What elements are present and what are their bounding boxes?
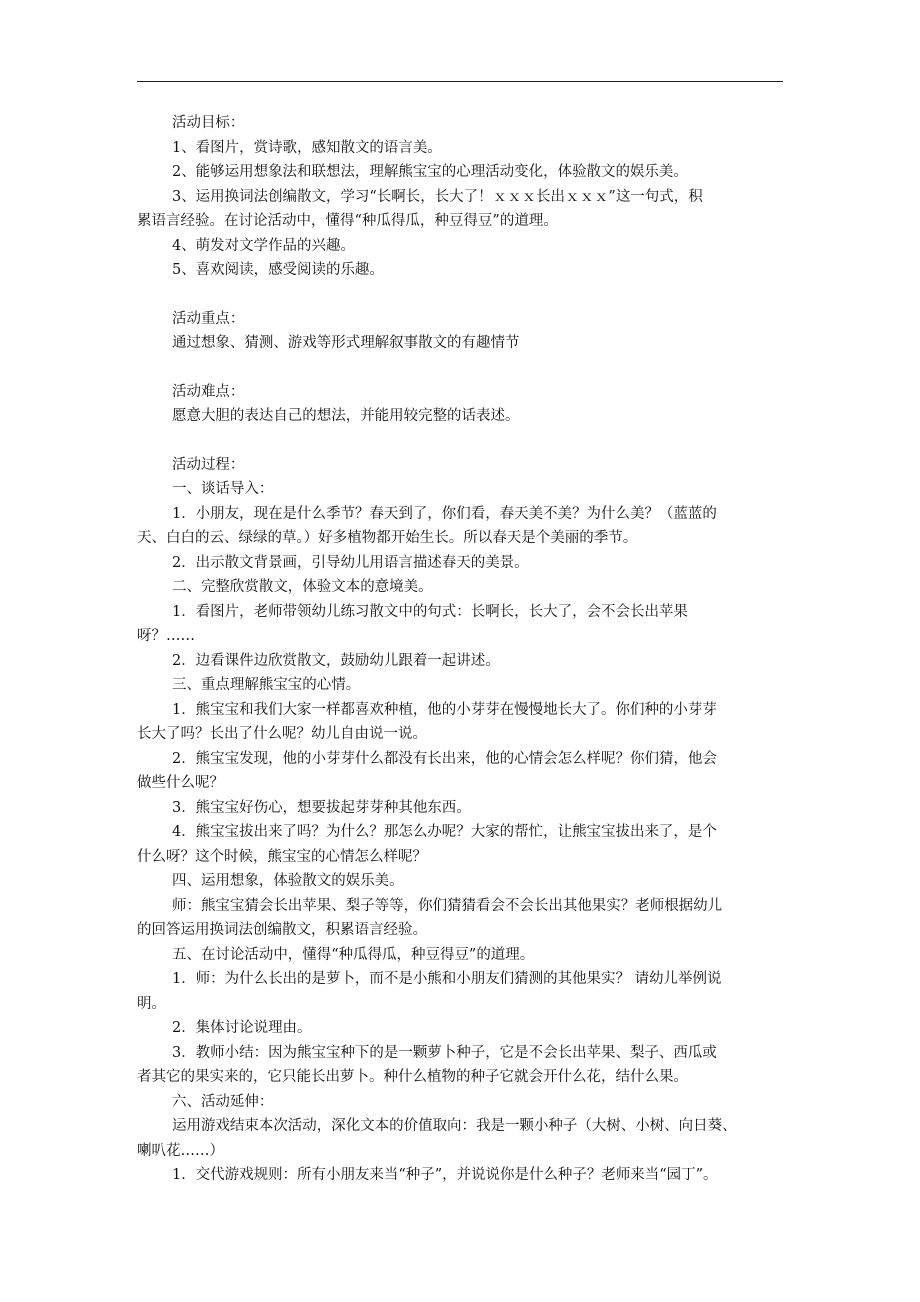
difficulty-line: 愿意大胆的表达自己的想法，并能用较完整的话表述。 (172, 408, 520, 424)
key-point-line: 通过想象、猜测、游戏等形式理解叙事散文的有趣情节 (172, 335, 520, 351)
process-line: 1．看图片，老师带领幼儿练习散文中的句式：长啊长，长大了，会不会长出苹果 (172, 604, 688, 620)
process-line: 1．交代游戏规则：所有小朋友来当“种子”，并说说你是什么种子？老师来当“园丁”。 (172, 1167, 718, 1183)
goal-line: 5、喜欢阅读，感受阅读的乐趣。 (172, 262, 384, 278)
process-line: 者其它的果实来的，它只能长出萝卜。种什么植物的种子它就会开什么花，结什么果。 (137, 1069, 688, 1085)
section-heading: 五、在讨论活动中，懂得“种瓜得瓜，种豆得豆”的道理。 (172, 947, 535, 963)
goal-line: 4、萌发对文学作品的兴趣。 (172, 238, 355, 254)
process-line: 1．熊宝宝和我们大家一样都喜欢种植，他的小芽芽在慢慢地长大了。你们种的小芽芽 (172, 702, 717, 718)
section-heading: 四、运用想象，体验散文的娱乐美。 (172, 873, 404, 889)
process-line: 3．熊宝宝好伤心，想要拔起芽芽种其他东西。 (172, 800, 471, 816)
process-line: 喇叭花……） (137, 1143, 224, 1159)
process-line: 2．集体讨论说理由。 (172, 1020, 312, 1036)
section-heading: 二、完整欣赏散文，体验文本的意境美。 (172, 579, 433, 595)
process-line: 天、白白的云、绿绿的草。）好多植物都开始生长。所以春天是个美丽的季节。 (137, 530, 638, 546)
process-line: 4．熊宝宝拔出来了吗？为什么？那怎么办呢？大家的帮忙，让熊宝宝拔出来了，是个 (172, 824, 717, 840)
process-line: 呀？…… (137, 628, 195, 644)
goal-line: 2、能够运用想象法和联想法，理解熊宝宝的心理活动变化，体验散文的娱乐美。 (172, 164, 688, 180)
goal-line: 1、看图片，赏诗歌，感知散文的语言美。 (172, 140, 442, 156)
header-rule (137, 81, 783, 82)
process-line: 的回答运用换词法创编散文，积累语言经验。 (137, 922, 427, 938)
process-line: 1．师：为什么长出的是萝卜，而不是小熊和小朋友们猜测的其他果实？ 请幼儿举例说 (172, 971, 722, 987)
process-line: 2．出示散文背景画，引导幼儿用语言描述春天的美景。 (172, 555, 529, 571)
process-line: 2．边看课件边欣赏散文，鼓励幼儿跟着一起讲述。 (172, 653, 500, 669)
process-line: 师：熊宝宝猜会长出苹果、梨子等等，你们猜猜看会不会长出其他果实？老师根据幼儿 (172, 898, 723, 914)
heading-goals: 活动目标： (172, 115, 245, 131)
process-line: 什么呀？这个时候，熊宝宝的心情怎么样呢？ (137, 849, 427, 865)
process-line: 3．教师小结：因为熊宝宝种下的是一颗萝卜种子，它是不会长出苹果、梨子、西瓜或 (172, 1045, 717, 1061)
section-heading: 一、谈话导入： (172, 481, 274, 497)
process-line: 做些什么呢？ (137, 775, 224, 791)
goal-line: 3、运用换词法创编散文，学习“长啊长，长大了！ｘｘｘ长出ｘｘｘ”这一句式，积 (172, 189, 703, 205)
process-line: 长大了吗？长出了什么呢？幼儿自由说一说。 (137, 726, 427, 742)
section-heading: 三、重点理解熊宝宝的心情。 (172, 677, 361, 693)
heading-difficulty: 活动难点： (172, 384, 245, 400)
heading-process: 活动过程： (172, 457, 245, 473)
section-heading: 六、活动延伸： (172, 1094, 274, 1110)
goal-line: 累语言经验。在讨论活动中，懂得“种瓜得瓜，种豆得豆”的道理。 (137, 213, 558, 229)
process-line: 1．小朋友，现在是什么季节？春天到了，你们看，春天美不美？为什么美？（蓝蓝的 (172, 506, 717, 522)
heading-key-points: 活动重点： (172, 311, 245, 327)
process-line: 2．熊宝宝发现，他的小芽芽什么都没有长出来，他的心情会怎么样呢？你们猜，他会 (172, 751, 717, 767)
process-line: 运用游戏结束本次活动，深化文本的价值取向：我是一颗小种子（大树、小树、向日葵、 (172, 1118, 737, 1134)
process-line: 明。 (137, 996, 166, 1012)
